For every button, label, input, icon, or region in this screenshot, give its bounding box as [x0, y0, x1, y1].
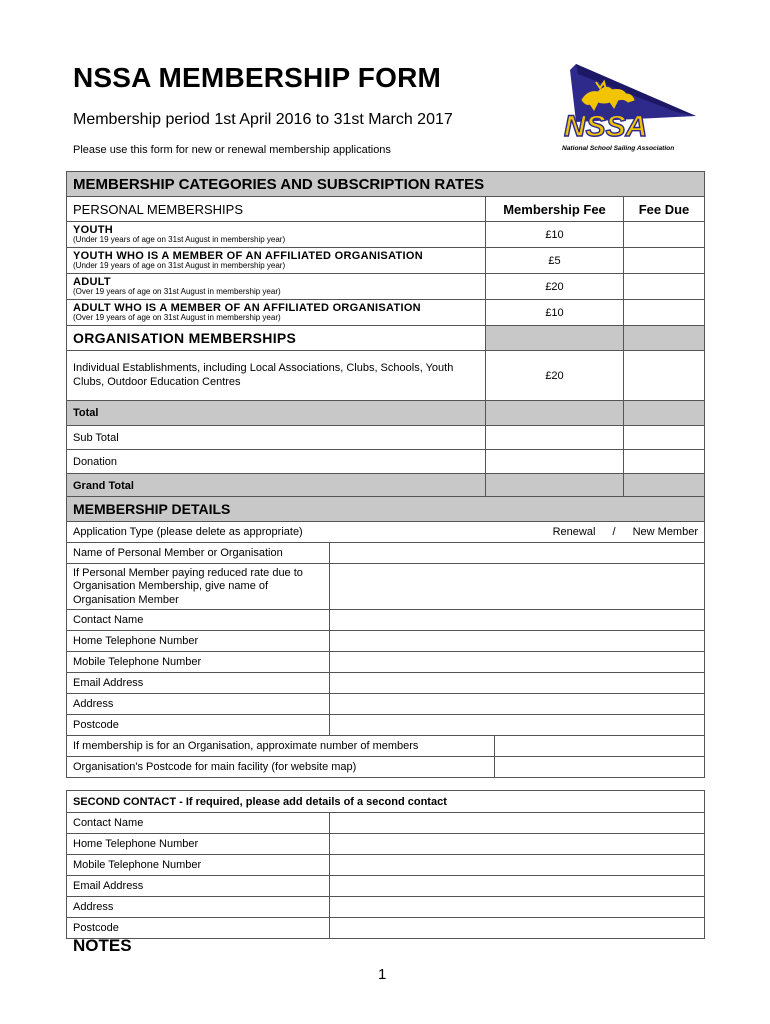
table-row	[67, 222, 705, 248]
name-label: Name of Personal Member or Organisation	[67, 543, 330, 564]
second-contact-heading: SECOND CONTACT - If required, please add details of a second contact	[67, 791, 705, 813]
name-field[interactable]	[330, 543, 705, 564]
reduced-rate-field[interactable]	[330, 564, 705, 610]
form-instruction: Please use this form for new or renewal membership applications	[73, 144, 391, 156]
category-name: ADULT	[73, 275, 111, 288]
table-row	[67, 351, 705, 401]
postcode-field[interactable]	[330, 715, 705, 736]
page-number: 1	[378, 966, 387, 983]
fee-due-input-youth-affiliated[interactable]	[624, 248, 705, 274]
fee-due-input-youth[interactable]	[624, 222, 705, 248]
grand-total-label: Grand Total	[67, 474, 486, 499]
nssa-logo	[556, 60, 704, 156]
category-name: ADULT WHO IS A MEMBER OF AN AFFILIATED ORGANISATION	[73, 301, 421, 314]
second-email-field[interactable]	[330, 876, 705, 897]
category-name: YOUTH WHO IS A MEMBER OF AN AFFILIATED ORGANISATION	[73, 249, 423, 262]
home-telephone-field[interactable]	[330, 631, 705, 652]
fee-due-input-adult-affiliated[interactable]	[624, 300, 705, 326]
second-mobile-telephone-field[interactable]	[330, 855, 705, 876]
second-contact-name-label: Contact Name	[67, 813, 330, 834]
category-desc: (Under 19 years of age on 31st August in membership year)	[73, 261, 286, 271]
organisation-fee: £20	[486, 351, 624, 401]
membership-fee-heading: Membership Fee	[486, 197, 624, 222]
logo-text: NSSA	[564, 110, 648, 143]
application-type-label: Application Type (please delete as appropriate)	[73, 526, 303, 538]
donation-label: Donation	[67, 450, 486, 474]
rates-table	[66, 171, 705, 499]
organisation-memberships-heading: ORGANISATION MEMBERSHIPS	[67, 326, 486, 351]
sub-total-input[interactable]	[624, 426, 705, 450]
total-label: Total	[67, 401, 486, 426]
category-fee: £10	[486, 300, 624, 326]
email-label: Email Address	[67, 673, 330, 694]
membership-details-heading: MEMBERSHIP DETAILS	[67, 497, 705, 522]
organisation-desc: Individual Establishments, including Local Associations, Clubs, Schools, Youth Clubs, Outdoor Education Centres	[67, 351, 486, 401]
category-name: YOUTH	[73, 223, 113, 236]
donation-input[interactable]	[624, 450, 705, 474]
grand-total-input[interactable]	[624, 474, 705, 499]
table-row	[67, 300, 705, 326]
renewal-option[interactable]: Renewal	[552, 526, 596, 538]
org-postcode-field[interactable]	[495, 757, 705, 778]
postcode-label: Postcode	[67, 715, 330, 736]
second-postcode-label: Postcode	[67, 918, 330, 939]
contact-name-label: Contact Name	[67, 610, 330, 631]
second-home-telephone-field[interactable]	[330, 834, 705, 855]
category-fee: £10	[486, 222, 624, 248]
second-address-field[interactable]	[330, 897, 705, 918]
logo-tagline: National School Sailing Association	[562, 145, 675, 152]
reduced-rate-label: If Personal Member paying reduced rate due to Organisation Membership, give name of Organisation Member	[67, 564, 330, 610]
notes-heading: NOTES	[73, 936, 132, 955]
mobile-telephone-field[interactable]	[330, 652, 705, 673]
second-address-label: Address	[67, 897, 330, 918]
table-row	[67, 274, 705, 300]
second-home-telephone-label: Home Telephone Number	[67, 834, 330, 855]
org-members-label: If membership is for an Organisation, approximate number of members	[67, 736, 495, 757]
category-desc: (Over 19 years of age on 31st August in membership year)	[73, 313, 281, 323]
second-email-label: Email Address	[67, 876, 330, 897]
form-title: NSSA MEMBERSHIP FORM	[73, 62, 442, 93]
personal-memberships-heading: PERSONAL MEMBERSHIPS	[67, 197, 486, 222]
option-separator: /	[612, 526, 616, 538]
fee-due-input-organisation[interactable]	[624, 351, 705, 401]
org-postcode-label: Organisation's Postcode for main facility (for website map)	[67, 757, 495, 778]
rates-heading: MEMBERSHIP CATEGORIES AND SUBSCRIPTION RATES	[67, 172, 705, 197]
membership-period: Membership period 1st April 2016 to 31st March 2017	[73, 111, 453, 128]
home-telephone-label: Home Telephone Number	[67, 631, 330, 652]
second-postcode-field[interactable]	[330, 918, 705, 939]
category-fee: £20	[486, 274, 624, 300]
address-label: Address	[67, 694, 330, 715]
category-desc: (Over 19 years of age on 31st August in membership year)	[73, 287, 281, 297]
second-contact-name-field[interactable]	[330, 813, 705, 834]
new-member-option[interactable]: New Member	[632, 526, 698, 538]
category-desc: (Under 19 years of age on 31st August in membership year)	[73, 235, 286, 245]
fee-due-input-adult[interactable]	[624, 274, 705, 300]
second-contact-table	[66, 790, 705, 939]
table-row	[67, 248, 705, 274]
category-fee: £5	[486, 248, 624, 274]
fee-due-heading: Fee Due	[624, 197, 705, 222]
org-members-field[interactable]	[495, 736, 705, 757]
second-mobile-telephone-label: Mobile Telephone Number	[67, 855, 330, 876]
mobile-telephone-label: Mobile Telephone Number	[67, 652, 330, 673]
membership-details-table	[66, 496, 705, 778]
contact-name-field[interactable]	[330, 610, 705, 631]
email-field[interactable]	[330, 673, 705, 694]
address-field[interactable]	[330, 694, 705, 715]
sub-total-label: Sub Total	[67, 426, 486, 450]
